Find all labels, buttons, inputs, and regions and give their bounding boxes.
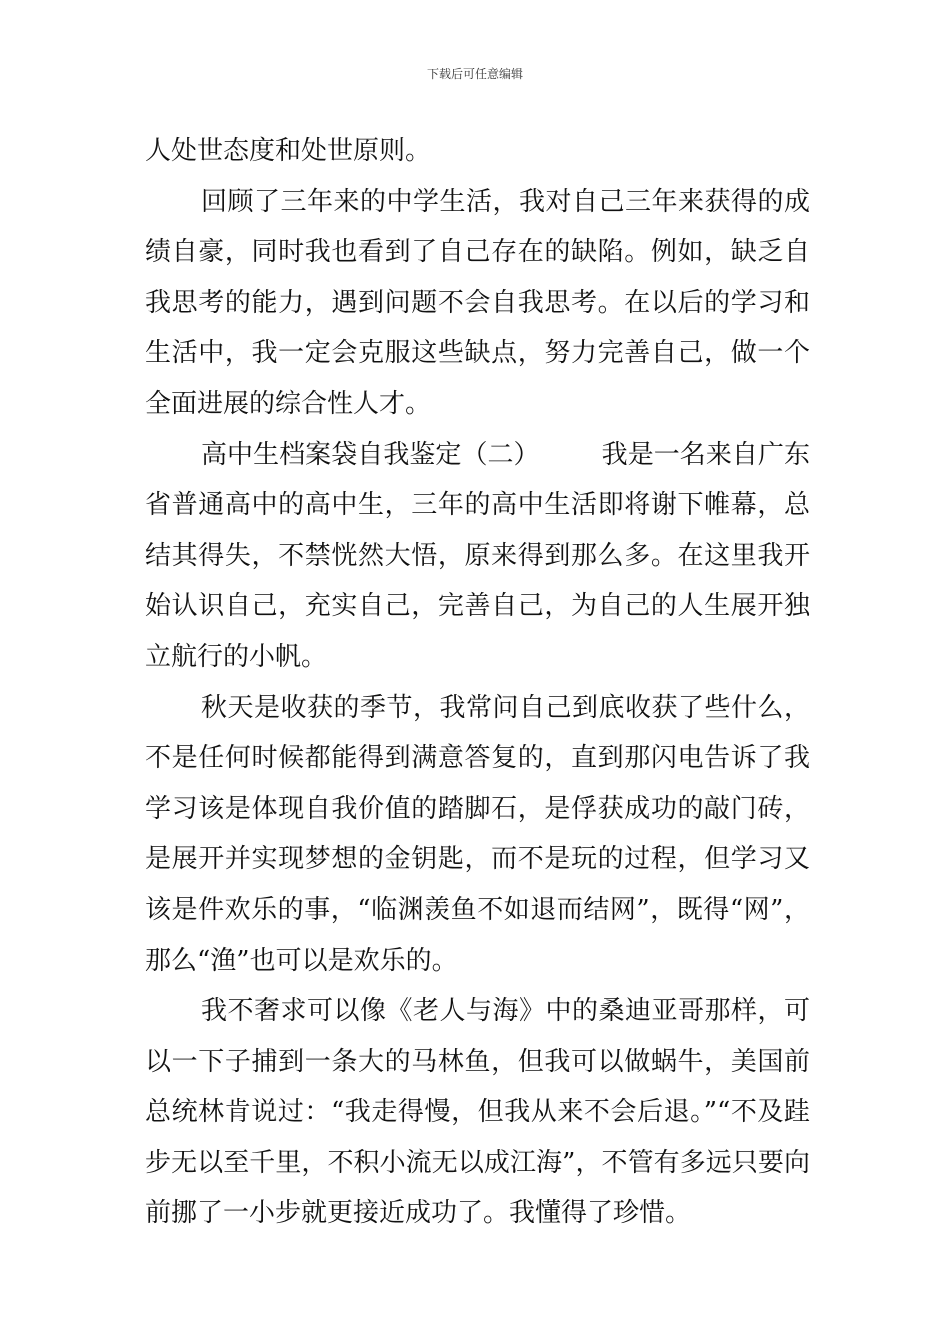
- paragraph-1: 人处世态度和处世原则。: [145, 136, 432, 166]
- page-header: 下载后可任意编辑: [426, 67, 523, 81]
- document-body: [145, 126, 810, 1239]
- section-heading: 高中生档案袋自我鉴定（二）: [201, 439, 540, 470]
- paragraph-5: 我不奢求可以像《老人与海》中的桑迪亚哥那样，可以一下子捕到一条大的马林鱼，但我可以做蜗牛，美国前总统林肯说过：“我走得慢，但我从来不会后退。”“不及跬步无以至千里，不积小流无以成江海”，不管有多远只要向前挪了一小步就更接近成功了。我懂得了珍惜。: [145, 996, 810, 1229]
- paragraph-3-text: 我是一名来自广东省普通高中的高中生，三年的高中生活即将谢下帷幕，总结其得失，不禁恍然大悟，原来得到那么多。在这里我开始认识自己，充实自己，完善自己，为自己的人生展开独立航行的小帆。: [145, 439, 810, 672]
- paragraph-3: [145, 430, 810, 683]
- paragraph-4: 秋天是收获的季节，我常问自己到底收获了些什么，不是任何时候都能得到满意答复的，直到那闪电告诉了我学习该是体现自我价值的踏脚石，是俘获成功的敲门砖，是展开并实现梦想的金钥匙，而不是玩的过程，但学习又该是件欢乐的事，“临渊羡鱼不如退而结网”，既得“网”，那么“渔”也可以是欢乐的。: [145, 692, 810, 976]
- paragraph-2: 回顾了三年来的中学生活，我对自己三年来获得的成绩自豪，同时我也看到了自己存在的缺陷。例如，缺乏自我思考的能力，遇到问题不会自我思考。在以后的学习和生活中，我一定会克服这些缺点，努力完善自己，做一个全面进展的综合性人才。: [145, 186, 810, 419]
